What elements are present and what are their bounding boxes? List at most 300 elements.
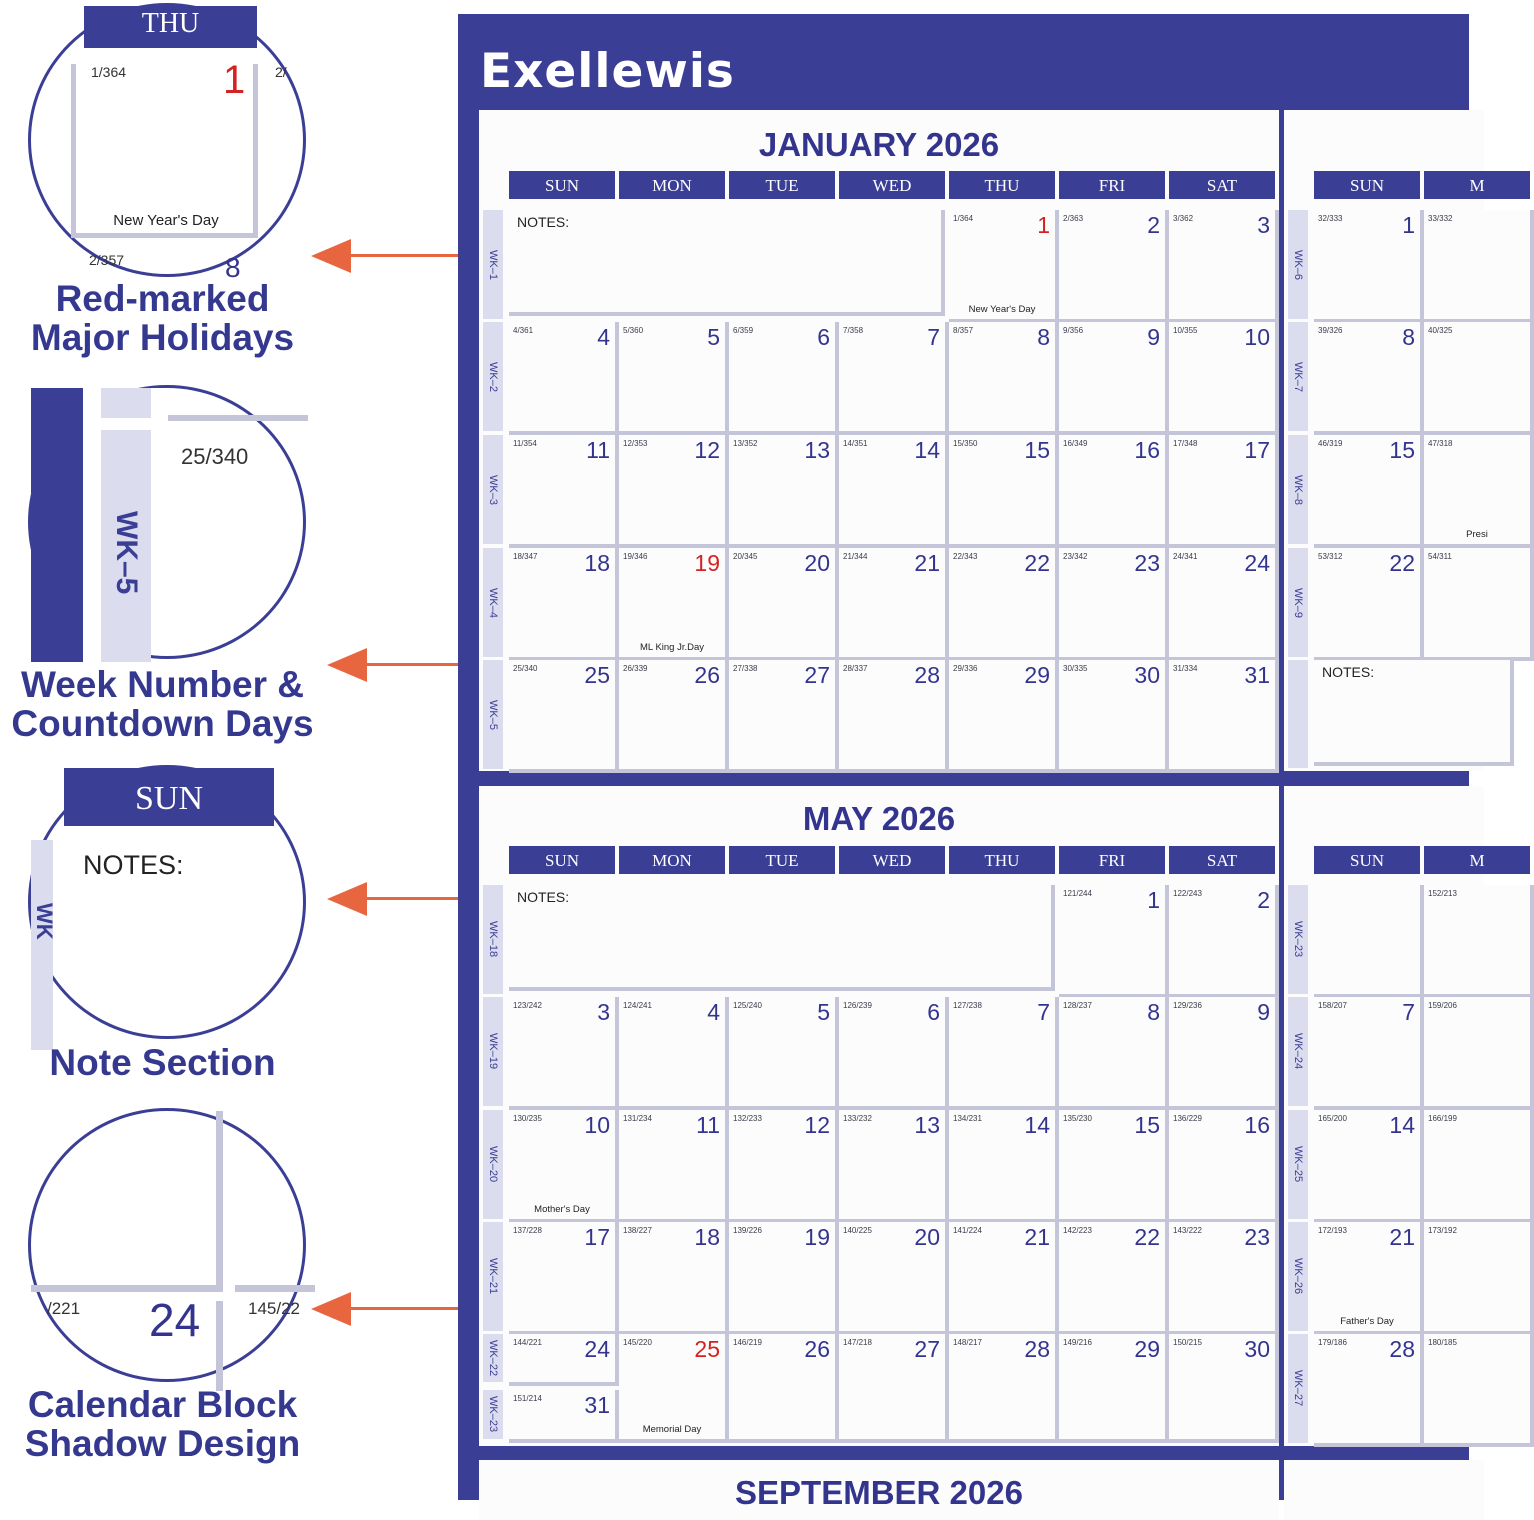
- january-day-cell: [949, 210, 1059, 323]
- countdown-days: 134/231: [953, 1114, 982, 1123]
- day-number: 23: [1134, 550, 1160, 576]
- day-number: 27: [914, 1336, 940, 1362]
- zoom-notes-label: NOTES:: [83, 850, 184, 880]
- february_partial-week-label: [1288, 435, 1308, 544]
- countdown-days: 28/337: [843, 664, 868, 673]
- countdown-days: 18/347: [513, 552, 538, 561]
- countdown-days: 129/236: [1173, 1001, 1202, 1010]
- january-day-cell: [949, 435, 1059, 548]
- january-day-cell: [729, 548, 839, 661]
- countdown-days: 143/222: [1173, 1226, 1202, 1235]
- day-number: 25: [694, 1336, 720, 1362]
- january-week-label: [483, 322, 503, 431]
- may-day-cell: [839, 1334, 949, 1443]
- zoom-countdown-days: 25/340: [181, 444, 249, 469]
- countdown-days: 1/364: [953, 214, 974, 223]
- countdown-days: 139/226: [733, 1226, 762, 1235]
- notes-label: NOTES:: [517, 214, 570, 230]
- countdown-days: 27/338: [733, 664, 758, 673]
- february_partial-day-cell: [1314, 210, 1424, 323]
- day-number: 11: [696, 1112, 720, 1138]
- may-week-bar: [483, 1110, 503, 1219]
- june_partial-week-bar: [1288, 1334, 1308, 1443]
- january-day-cell: [729, 435, 839, 548]
- february_partial-week-number: WK–8: [1292, 474, 1304, 505]
- february_partial-week-label: [1288, 548, 1308, 657]
- day-number: 1: [1147, 887, 1160, 913]
- day-number: 8: [1147, 999, 1160, 1025]
- may-day-cell: [619, 1334, 729, 1443]
- day-number: 3: [597, 999, 610, 1025]
- countdown-days: 3/362: [1173, 214, 1194, 223]
- countdown-days: 141/224: [953, 1226, 982, 1235]
- countdown-days: 172/193: [1318, 1226, 1347, 1235]
- day-number: 7: [927, 324, 940, 350]
- january-day-cell: [949, 548, 1059, 661]
- june_partial-day-header-0: SUN: [1314, 846, 1420, 874]
- countdown-days: 130/235: [513, 1114, 542, 1123]
- countdown-days: 24/341: [1173, 552, 1198, 561]
- may-title: MAY 2026: [802, 800, 956, 837]
- may-day-cell: [1169, 997, 1279, 1110]
- february_partial-week-bar: [1288, 322, 1308, 431]
- countdown-days: 54/311: [1428, 552, 1452, 561]
- february_partial-day-header-0: SUN: [1314, 171, 1420, 199]
- countdown-days: 22/343: [953, 552, 978, 561]
- day-number: 15: [1389, 437, 1415, 463]
- may-week-number: WK–22: [487, 1339, 499, 1377]
- february_partial-week-number: WK–9: [1292, 587, 1304, 618]
- countdown-days: 12/353: [623, 439, 648, 448]
- day-number: 30: [1134, 662, 1160, 688]
- june_partial-day-cell: [1424, 885, 1534, 998]
- may-day-cell: [729, 1222, 839, 1335]
- june_partial-week-number: WK–26: [1292, 1258, 1304, 1295]
- day-number: 7: [1402, 999, 1415, 1025]
- june_partial-week-label: [1288, 1222, 1308, 1331]
- february-notes-week-bar: [1288, 660, 1308, 768]
- january-day-cell: [1169, 548, 1279, 661]
- feature-label-week: Week Number & Countdown Days: [11, 664, 314, 744]
- may-day-cell: [1059, 997, 1169, 1110]
- january-day-header-3: WED: [839, 171, 945, 199]
- countdown-days: 122/243: [1173, 889, 1202, 898]
- day-number: 4: [597, 324, 610, 350]
- countdown-days: 149/216: [1063, 1338, 1092, 1347]
- february_partial-day-cell: [1314, 322, 1424, 435]
- january-day-cell: [1059, 322, 1169, 435]
- may-day-cell: [949, 997, 1059, 1110]
- countdown-days: 9/356: [1063, 326, 1084, 335]
- countdown-days: 151/214: [513, 1394, 542, 1403]
- june_partial-week-bar: [1288, 1110, 1308, 1219]
- february_partial-day-header-1: M: [1424, 171, 1530, 199]
- countdown-days: 173/192: [1428, 1226, 1457, 1235]
- day-number: 11: [586, 437, 610, 463]
- may-week-label: [483, 1110, 503, 1219]
- day-number: 26: [804, 1336, 830, 1362]
- january-day-cell: [619, 660, 729, 773]
- countdown-days: 26/339: [623, 664, 648, 673]
- may-day-cell: [729, 1110, 839, 1223]
- day-number: 17: [584, 1224, 610, 1250]
- countdown-days: 25/340: [513, 664, 538, 673]
- january-day-cell: [949, 322, 1059, 435]
- february_partial-day-cell: [1424, 435, 1534, 548]
- january-week-label: [483, 210, 503, 319]
- day-number: 16: [1134, 437, 1160, 463]
- january-day-cell: [1059, 210, 1169, 323]
- day-number: 23: [1244, 1224, 1270, 1250]
- countdown-days: 124/241: [623, 1001, 652, 1010]
- january-title: JANUARY 2026: [758, 126, 1000, 163]
- february_partial-week-bar: [1288, 548, 1308, 657]
- may-day-cell: [1059, 885, 1169, 998]
- january-day-header-2: TUE: [729, 171, 835, 199]
- may-day-header-3: WED: [839, 846, 945, 874]
- feature-label-notes: Note Section: [49, 1042, 276, 1083]
- may-day-cell: [839, 997, 949, 1110]
- day-number: 5: [817, 999, 830, 1025]
- countdown-days: 16/349: [1063, 439, 1088, 448]
- may-day-cell: [509, 1110, 619, 1223]
- january-day-cell: [1169, 435, 1279, 548]
- day-number: 2: [1257, 887, 1270, 913]
- zoom-countdown: 1/364: [91, 64, 127, 80]
- countdown-days: 180/185: [1428, 1338, 1457, 1347]
- february_partial-day-cell: [1424, 322, 1534, 435]
- day-number: 20: [804, 550, 830, 576]
- day-number: 19: [694, 550, 720, 576]
- notes-label: NOTES:: [517, 889, 570, 905]
- january-day-header-1: MON: [619, 171, 725, 199]
- january-day-header-5: FRI: [1059, 171, 1165, 199]
- holiday-label: Memorial Day: [642, 1424, 702, 1435]
- countdown-days: 128/237: [1063, 1001, 1092, 1010]
- countdown-days: 39/326: [1318, 326, 1343, 335]
- day-number: 1: [1037, 212, 1050, 238]
- countdown-days: 8/357: [953, 326, 974, 335]
- countdown-days: 133/232: [843, 1114, 872, 1123]
- feature-label-holidays: Red-marked Major Holidays: [30, 278, 295, 358]
- january-day-cell: [619, 322, 729, 435]
- june_partial-week-bar: [1288, 997, 1308, 1106]
- january-day-cell: [1059, 435, 1169, 548]
- january-notes-area: [509, 210, 945, 316]
- day-number: 22: [1134, 1224, 1160, 1250]
- calendar-poster: [458, 14, 1488, 1511]
- may-day-cell: [1169, 1222, 1279, 1335]
- january-week-bar: [483, 210, 503, 319]
- may-day-cell: [1059, 1110, 1169, 1223]
- june_partial-week-number: WK–25: [1292, 1146, 1304, 1183]
- countdown-days: 127/238: [953, 1001, 982, 1010]
- day-number: 12: [804, 1112, 830, 1138]
- may-day-cell: [949, 1110, 1059, 1223]
- day-number: 19: [804, 1224, 830, 1250]
- february_partial-day-cell: [1314, 548, 1424, 661]
- day-number: 5: [707, 324, 720, 350]
- february_partial-day-cell: [1424, 548, 1534, 661]
- january-week-bar: [483, 322, 503, 431]
- notes-zoom-circle: SUN WK NOTES:: [28, 765, 306, 1039]
- february_partial-week-label: [1288, 210, 1308, 319]
- countdown-days: 179/186: [1318, 1338, 1347, 1347]
- day-number: 31: [1244, 662, 1270, 688]
- january-day-cell: [619, 548, 729, 661]
- june_partial-week-number: WK–24: [1292, 1033, 1304, 1070]
- day-number: 13: [804, 437, 830, 463]
- may-week-number: WK–19: [487, 1033, 499, 1070]
- day-number: 27: [804, 662, 830, 688]
- june_partial-day-cell: [1314, 997, 1424, 1110]
- countdown-days: 21/344: [843, 552, 868, 561]
- june_partial-day-header-1: M: [1424, 846, 1530, 874]
- may-notes-area: [509, 885, 1055, 991]
- day-number: 28: [914, 662, 940, 688]
- january-day-cell: [839, 435, 949, 548]
- day-number: 28: [1389, 1336, 1415, 1362]
- countdown-days: 17/348: [1173, 439, 1198, 448]
- may-day-cell: [729, 1334, 839, 1443]
- june_partial-day-cell: [1314, 1222, 1424, 1335]
- january-week-bar: [483, 435, 503, 544]
- january-week-number: WK–3: [487, 474, 499, 505]
- day-number: 31: [584, 1392, 610, 1418]
- february_partial-week-number: WK–6: [1292, 249, 1304, 280]
- june_partial-day-cell: [1314, 1110, 1424, 1223]
- february_partial-week-number: WK–7: [1292, 361, 1304, 392]
- day-number: 14: [1024, 1112, 1050, 1138]
- january-day-cell: [1059, 660, 1169, 773]
- holiday-label: Presi: [1466, 529, 1488, 540]
- countdown-days: 165/200: [1318, 1114, 1347, 1123]
- january-day-cell: [1169, 322, 1279, 435]
- countdown-days: 46/319: [1318, 439, 1343, 448]
- holiday-label: New Year's Day: [968, 304, 1036, 315]
- september-title: SEPTEMBER 2026: [735, 1474, 1023, 1511]
- may-week-number: WK–23: [487, 1396, 499, 1433]
- february_partial-day-cell: [1424, 210, 1534, 323]
- may-day-cell: [1059, 1222, 1169, 1335]
- holiday-zoom-circle: THU 1/364 1 2/ New Year's Day 2/357 8: [28, 3, 306, 277]
- day-number: 9: [1147, 324, 1160, 350]
- countdown-days: 2/363: [1063, 214, 1084, 223]
- may-day-header-6: SAT: [1169, 846, 1275, 874]
- may-week-number: WK–21: [487, 1258, 499, 1295]
- september-panel: [479, 1460, 1279, 1520]
- day-number: 1: [1402, 212, 1415, 238]
- countdown-days: 126/239: [843, 1001, 872, 1010]
- countdown-days: 15/350: [953, 439, 978, 448]
- may-day-cell: [729, 997, 839, 1110]
- may-day-cell: [1059, 1334, 1169, 1443]
- may-week-label: [483, 885, 503, 994]
- may-day-cell: [1169, 1110, 1279, 1223]
- countdown-days: 4/361: [513, 326, 534, 335]
- january-day-header-6: SAT: [1169, 171, 1275, 199]
- june_partial-day-cell: [1424, 997, 1534, 1110]
- countdown-days: 146/219: [733, 1338, 762, 1347]
- countdown-days: 6/359: [733, 326, 754, 335]
- shadow-zoom-circle: /221 24 145/22: [28, 1108, 306, 1382]
- day-number: 8: [1037, 324, 1050, 350]
- day-number: 29: [1024, 662, 1050, 688]
- day-number: 28: [1024, 1336, 1050, 1362]
- january-day-cell: [509, 435, 619, 548]
- day-number: 9: [1257, 999, 1270, 1025]
- countdown-days: 33/332: [1428, 214, 1453, 223]
- countdown-days: 150/215: [1173, 1338, 1202, 1347]
- june_partial-day-cell: [1424, 1222, 1534, 1335]
- may-week-label: [483, 997, 503, 1106]
- day-number: 8: [1402, 324, 1415, 350]
- day-number: 22: [1024, 550, 1050, 576]
- countdown-days: 142/223: [1063, 1226, 1092, 1235]
- countdown-days: 20/345: [733, 552, 758, 561]
- day-number: 16: [1244, 1112, 1270, 1138]
- june_partial-week-label: [1288, 1334, 1308, 1443]
- countdown-days: 14/351: [843, 439, 868, 448]
- countdown-days: 148/217: [953, 1338, 982, 1347]
- day-number: 4: [707, 999, 720, 1025]
- june_partial-week-number: WK–23: [1292, 921, 1304, 958]
- countdown-days: 138/227: [623, 1226, 652, 1235]
- countdown-days: 140/225: [843, 1226, 872, 1235]
- day-number: 6: [927, 999, 940, 1025]
- may-day-cell: [509, 997, 619, 1110]
- january-week-bar: [483, 548, 503, 657]
- june_partial-week-label: [1288, 997, 1308, 1106]
- february_partial-week-bar: [1288, 435, 1308, 544]
- day-number: 21: [1389, 1224, 1415, 1250]
- countdown-days: 125/240: [733, 1001, 762, 1010]
- may-day-cell: [839, 1222, 949, 1335]
- january-day-cell: [1059, 548, 1169, 661]
- february_partial-day-cell: [1314, 435, 1424, 548]
- january-day-cell: [509, 322, 619, 435]
- may-day-cell: [619, 997, 729, 1110]
- may-week-bar: [483, 1334, 503, 1382]
- countdown-days: 166/199: [1428, 1114, 1457, 1123]
- may-day-cell: [1169, 1334, 1279, 1443]
- january-week-label: [483, 660, 503, 769]
- zoom-day-header: THU: [84, 6, 257, 48]
- day-number: 15: [1134, 1112, 1160, 1138]
- countdown-days: 158/207: [1318, 1001, 1347, 1010]
- zoom-holiday-name: New Year's Day: [113, 212, 219, 229]
- countdown-days: 159/206: [1428, 1001, 1457, 1010]
- may-week-bar: [483, 997, 503, 1106]
- june_partial-week-number: WK–27: [1292, 1370, 1304, 1407]
- january-week-label: [483, 548, 503, 657]
- notes-label: NOTES:: [1322, 664, 1375, 680]
- january-day-cell: [839, 660, 949, 773]
- day-number: 30: [1244, 1336, 1270, 1362]
- brand-logo: Exellewis: [480, 44, 735, 99]
- countdown-days: 31/334: [1173, 664, 1198, 673]
- day-number: 24: [584, 1336, 610, 1362]
- may-day-cell: [619, 1222, 729, 1335]
- feature-label-shadow: Calendar Block Shadow Design: [24, 1384, 301, 1464]
- january-week-number: WK–1: [487, 249, 499, 280]
- may-week-number: WK–18: [487, 921, 499, 958]
- countdown-days: 147/218: [843, 1338, 872, 1347]
- february_partial-week-label: [1288, 322, 1308, 431]
- may-day-cell: [509, 1222, 619, 1335]
- january-week-bar: [483, 660, 503, 769]
- countdown-days: 121/244: [1063, 889, 1092, 898]
- january-day-cell: [1169, 210, 1279, 323]
- day-number: 22: [1389, 550, 1415, 576]
- day-number: 3: [1257, 212, 1270, 238]
- countdown-days: 152/213: [1428, 889, 1457, 898]
- countdown-days: 32/333: [1318, 214, 1343, 223]
- may-week-label: [483, 1334, 503, 1382]
- january-day-cell: [839, 322, 949, 435]
- day-number: 13: [914, 1112, 940, 1138]
- day-number: 24: [1244, 550, 1270, 576]
- may-week-bar: [483, 1390, 503, 1439]
- may-week-number: WK–20: [487, 1146, 499, 1183]
- day-number: 10: [584, 1112, 610, 1138]
- countdown-days: 10/355: [1173, 326, 1198, 335]
- june_partial-week-label: [1288, 885, 1308, 994]
- june_partial-day-cell: [1314, 1334, 1424, 1447]
- day-number: 6: [817, 324, 830, 350]
- june_partial-week-bar: [1288, 885, 1308, 994]
- june_partial-day-cell: [1424, 1334, 1534, 1447]
- january-day-cell: [949, 660, 1059, 773]
- day-number: 17: [1244, 437, 1270, 463]
- january-day-header-4: THU: [949, 171, 1055, 199]
- day-number: 2: [1147, 212, 1160, 238]
- may-week-label: [483, 1222, 503, 1331]
- may-day-cell: [509, 1334, 619, 1386]
- may-day-header-4: THU: [949, 846, 1055, 874]
- may-day-cell: [949, 1334, 1059, 1443]
- holiday-label: Father's Day: [1340, 1316, 1394, 1327]
- june_partial-week-bar: [1288, 1222, 1308, 1331]
- countdown-days: 13/352: [733, 439, 758, 448]
- february_partial-week-bar: [1288, 210, 1308, 319]
- june_partial-week-label: [1288, 1110, 1308, 1219]
- january-week-number: WK–2: [487, 361, 499, 392]
- countdown-days: 131/234: [623, 1114, 652, 1123]
- may-day-cell: [619, 1110, 729, 1223]
- day-number: 14: [1389, 1112, 1415, 1138]
- may-day-cell: [1169, 885, 1279, 998]
- january-day-cell: [509, 660, 619, 773]
- january-day-cell: [729, 322, 839, 435]
- countdown-days: 123/242: [513, 1001, 542, 1010]
- countdown-days: 5/360: [623, 326, 644, 335]
- countdown-days: 47/318: [1428, 439, 1453, 448]
- may-week-label: [483, 1390, 503, 1439]
- day-number: 10: [1244, 324, 1270, 350]
- countdown-days: 144/221: [513, 1338, 542, 1347]
- january-week-number: WK–5: [487, 699, 499, 730]
- day-number: 7: [1037, 999, 1050, 1025]
- countdown-days: 30/335: [1063, 664, 1088, 673]
- day-number: 18: [584, 550, 610, 576]
- january-day-header-0: SUN: [509, 171, 615, 199]
- holiday-label: Mother's Day: [534, 1204, 590, 1215]
- countdown-days: 23/342: [1063, 552, 1088, 561]
- february_partial-notes-area: [1314, 660, 1514, 766]
- countdown-days: 135/230: [1063, 1114, 1092, 1123]
- countdown-days: 145/220: [623, 1338, 652, 1347]
